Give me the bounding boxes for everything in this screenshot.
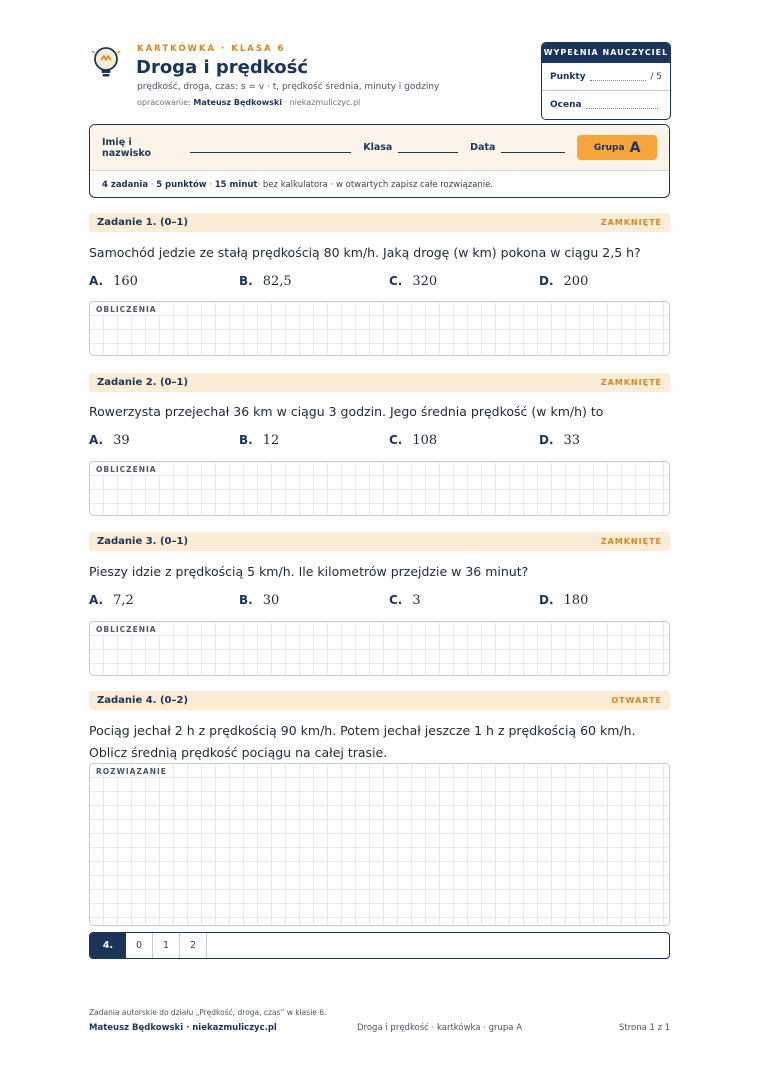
answer-value: 12 xyxy=(262,433,280,448)
task-3-work-area[interactable] xyxy=(89,621,670,676)
author-site: · niekazmuliczyc.pl xyxy=(281,98,361,107)
answer-value: 82,5 xyxy=(262,274,292,289)
points-row xyxy=(542,63,670,91)
task-1-answers xyxy=(89,274,689,289)
date-field[interactable] xyxy=(501,143,565,153)
task-1-answer-c[interactable] xyxy=(389,274,539,289)
student-fields xyxy=(90,125,669,171)
answer-key: A. xyxy=(89,274,104,288)
name-label: Imię i nazwisko xyxy=(102,136,151,159)
footer-note: Zadania autorskie do działu „Prędkość, droga, czas” w klasie 6. xyxy=(89,1008,327,1017)
footer-page-number: Strona 1 z 1 xyxy=(619,1023,671,1033)
answer-value: 33 xyxy=(563,433,581,448)
task-2-answer-d[interactable] xyxy=(539,433,689,448)
answer-value: 3 xyxy=(412,593,421,608)
info-time: 15 minut xyxy=(214,180,258,190)
answer-value: 160 xyxy=(113,274,138,289)
task-4-text-line-2: Oblicz średnią prędkość pociągu na całej trasie. xyxy=(89,745,388,760)
info-rest: · bez kalkulatora · w otwartych zapisz całe rozwiązanie. xyxy=(257,180,494,190)
task-1-tag: ZAMKNIĘTE xyxy=(600,218,662,227)
group-letter: A xyxy=(629,139,641,156)
task-3-header xyxy=(89,532,670,551)
answer-key: A. xyxy=(89,433,104,447)
score-task-number: 4. xyxy=(90,933,126,958)
author-prefix: opracowanie: xyxy=(137,98,194,107)
answer-key: B. xyxy=(239,593,253,607)
task-3-answer-d[interactable] xyxy=(539,593,689,608)
task-2-text: Rowerzysta przejechał 36 km w ciągu 3 godzin. Jego średnia prędkość (w km/h) to xyxy=(89,404,604,419)
task-2-answer-a[interactable] xyxy=(89,433,239,448)
info-points: 5 punktów xyxy=(156,180,207,190)
answer-value: 7,2 xyxy=(113,593,134,608)
task-2-answers xyxy=(89,433,689,448)
header-kicker: KARTKÓWKA · KLASA 6 xyxy=(137,44,286,54)
class-field[interactable] xyxy=(398,143,458,153)
answer-value: 30 xyxy=(262,593,280,608)
group-badge xyxy=(577,135,657,160)
task-3-text: Pieszy idzie z prędkością 5 km/h. Ile kilometrów przejdzie w 36 minut? xyxy=(89,564,529,579)
task-1-answer-b[interactable] xyxy=(239,274,389,289)
task-4-text xyxy=(89,720,636,764)
name-field[interactable] xyxy=(190,143,352,153)
group-label: Grupa xyxy=(593,142,625,153)
grade-row xyxy=(542,91,670,119)
work-area-label: OBLICZENIA xyxy=(96,305,160,314)
answer-value: 200 xyxy=(563,274,589,289)
answer-key: A. xyxy=(89,593,104,607)
author-line xyxy=(137,98,360,107)
date-label: Data xyxy=(470,142,496,153)
answer-value: 180 xyxy=(563,593,589,608)
quiz-info: 4 zadania · 5 punktów · 15 minut · bez kalkulatora · w otwartych zapisz całe rozwiązanie. xyxy=(102,180,494,190)
answer-value: 39 xyxy=(113,433,130,448)
task-4-label: Zadanie 4. (0–2) xyxy=(97,695,189,706)
task-1-text: Samochód jedzie ze stałą prędkością 80 km/h. Jaką drogę (w km) pokona w ciągu 2,5 h? xyxy=(89,245,641,260)
task-2-answer-c[interactable] xyxy=(389,433,539,448)
task-4-text-line-1: Pociąg jechał 2 h z prędkością 90 km/h. Potem jechał jeszcze 1 h z prędkością 60 km/h. xyxy=(89,723,636,738)
task-3-answer-a[interactable] xyxy=(89,593,239,608)
score-option-1[interactable]: 1 xyxy=(153,933,180,958)
points-field[interactable] xyxy=(590,73,647,81)
solution-area-label: ROZWIĄZANIE xyxy=(96,767,170,776)
answer-key: C. xyxy=(389,274,403,288)
task-3-label: Zadanie 3. (0–1) xyxy=(97,536,189,547)
answer-value: 320 xyxy=(412,274,438,289)
task-2-header xyxy=(89,373,670,392)
task-1-header xyxy=(89,213,670,232)
work-area-label: OBLICZENIA xyxy=(96,625,160,634)
task-3-tag: ZAMKNIĘTE xyxy=(600,537,662,546)
answer-key: D. xyxy=(539,593,554,607)
page-subtitle: prędkość, droga, czas: s = v · t, prędkość średnia, minuty i godziny xyxy=(137,82,440,92)
teacher-box-heading: WYPEŁNIA NAUCZYCIEL xyxy=(542,43,670,63)
author-name: Mateusz Będkowski xyxy=(193,98,282,107)
task-3-answer-b[interactable] xyxy=(239,593,389,608)
class-label: Klasa xyxy=(363,142,393,153)
task-4-header xyxy=(89,691,670,710)
teacher-box xyxy=(541,42,671,120)
score-option-2[interactable]: 2 xyxy=(180,933,207,958)
lightbulb-logo-icon xyxy=(90,45,122,79)
task-1-answer-d[interactable] xyxy=(539,274,689,289)
task-2-tag: ZAMKNIĘTE xyxy=(600,378,662,387)
task-2-answer-b[interactable] xyxy=(239,433,389,448)
footer-author: Mateusz Będkowski · niekazmuliczyc.pl xyxy=(89,1023,277,1033)
task-2-label: Zadanie 2. (0–1) xyxy=(97,377,189,388)
task-4-tag: OTWARTE xyxy=(611,696,662,705)
footer-title: Droga i prędkość · kartkówka · grupa A xyxy=(357,1023,523,1033)
grade-field[interactable] xyxy=(586,101,658,109)
task-4-score-bar xyxy=(89,932,670,959)
task-1-label: Zadanie 1. (0–1) xyxy=(97,217,189,228)
answer-key: B. xyxy=(239,274,253,288)
answer-key: D. xyxy=(539,433,554,447)
work-area-label: OBLICZENIA xyxy=(96,465,160,474)
points-label: Punkty xyxy=(550,71,586,82)
task-1-answer-a[interactable] xyxy=(89,274,239,289)
grade-label: Ocena xyxy=(550,100,582,110)
points-suffix: / 5 xyxy=(650,71,662,82)
answer-key: C. xyxy=(389,433,403,447)
task-1-work-area[interactable] xyxy=(89,301,670,356)
answer-key: B. xyxy=(239,433,253,447)
answer-value: 108 xyxy=(412,433,438,448)
task-3-answers xyxy=(89,593,689,608)
student-info-box xyxy=(89,124,670,198)
answer-key: C. xyxy=(389,593,403,607)
page-title: Droga i prędkość xyxy=(136,57,309,78)
answer-key: D. xyxy=(539,274,554,288)
task-2-work-area[interactable] xyxy=(89,461,670,516)
task-4-solution-area[interactable] xyxy=(89,763,670,926)
score-option-0[interactable]: 0 xyxy=(126,933,153,958)
info-tasks: 4 zadania xyxy=(102,180,149,190)
task-3-answer-c[interactable] xyxy=(389,593,539,608)
